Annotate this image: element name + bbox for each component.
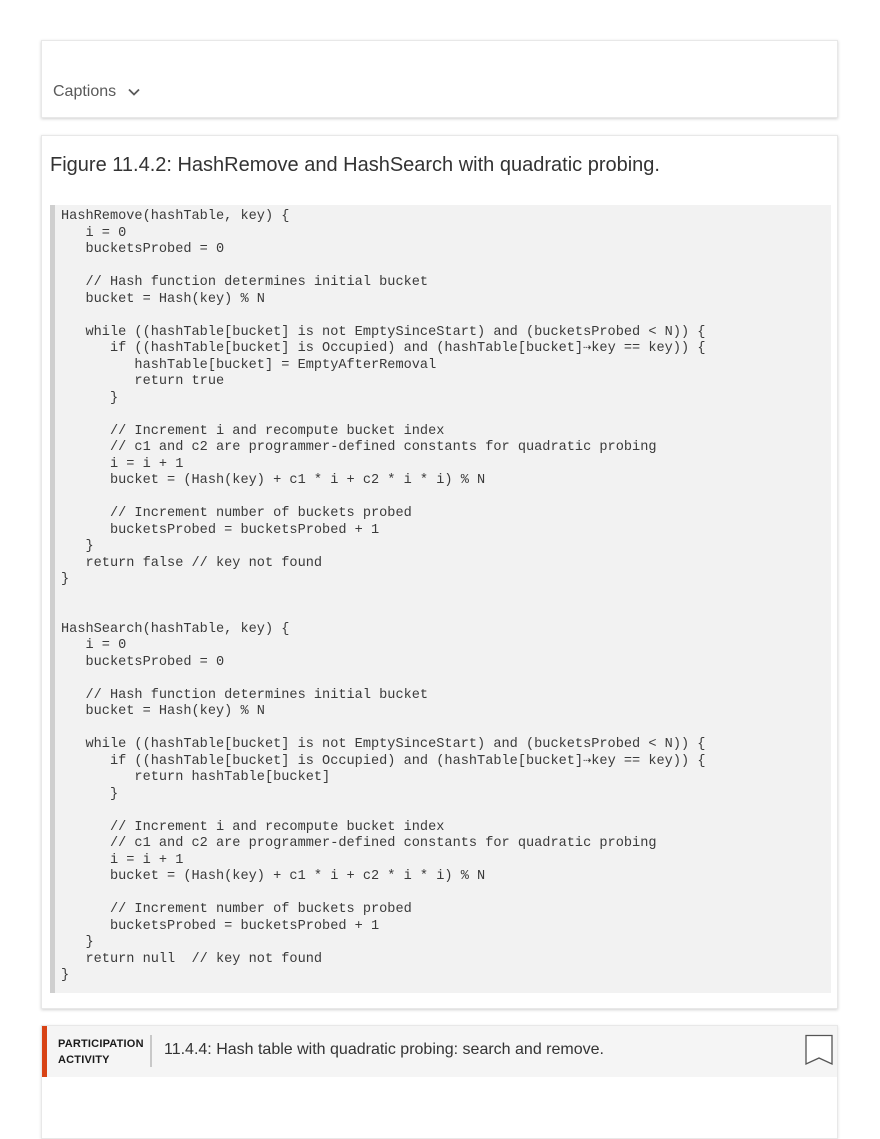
activity-type-line1: PARTICIPATION — [58, 1038, 144, 1050]
chevron-down-icon — [126, 84, 142, 100]
figure-panel — [41, 135, 838, 1009]
participation-activity — [41, 1025, 838, 1139]
figure-title: Figure 11.4.2: HashRemove and HashSearch with quadratic probing. — [50, 154, 660, 176]
activity-header[interactable] — [42, 1026, 837, 1077]
captions-toggle[interactable] — [53, 83, 142, 101]
code-listing: HashRemove(hashTable, key) { i = 0 bucketsProbed = 0 // Hash function determines initial bucket bucket = Hash(key) % N while ((hashTable[bucket] is not EmptySinceStart) and (bucketsProbed < N)) { if ((hashTable[bucket] is Occupied) and (hashTable[bucket]⇢key == key)) { hashTable[bucket] = EmptyAfterRemoval return true } // Increment i and recompute bucket index // c1 and c2 are programmer-defined constants for quadratic probing i = i + 1 bucket = (Hash(key) + c1 * i + c2 * i * i) % N // Increment number of buckets probed bucketsProbed = bucketsProbed + 1 } return false // key not found } HashSearch(hashTable, key) { i = 0 bucketsProbed = 0 // Hash function determines initial bucket bucket = Hash(key) % N while ((hashTable[bucket] is not EmptySinceStart) and (bucketsProbed < N)) { if ((hashTable[bucket] is Occupied) and (hashTable[bucket]⇢key == key)) { return hashTable[bucket] } // Increment i and recompute bucket index // c1 and c2 are programmer-defined constants for quadratic probing i = i + 1 bucket = (Hash(key) + c1 * i + c2 * i * i) % N // Increment number of buckets probed bucketsProbed = bucketsProbed + 1 } return null // key not found } — [61, 209, 706, 983]
activity-divider — [150, 1035, 152, 1067]
activity-title: 11.4.4: Hash table with quadratic probing: search and remove. — [164, 1041, 604, 1058]
captions-label: Captions — [53, 83, 117, 100]
captions-panel — [41, 40, 838, 118]
bookmark-icon[interactable] — [804, 1034, 834, 1068]
code-block — [50, 205, 831, 993]
activity-type-line2: ACTIVITY — [58, 1054, 110, 1066]
activity-type-label — [58, 1036, 144, 1068]
